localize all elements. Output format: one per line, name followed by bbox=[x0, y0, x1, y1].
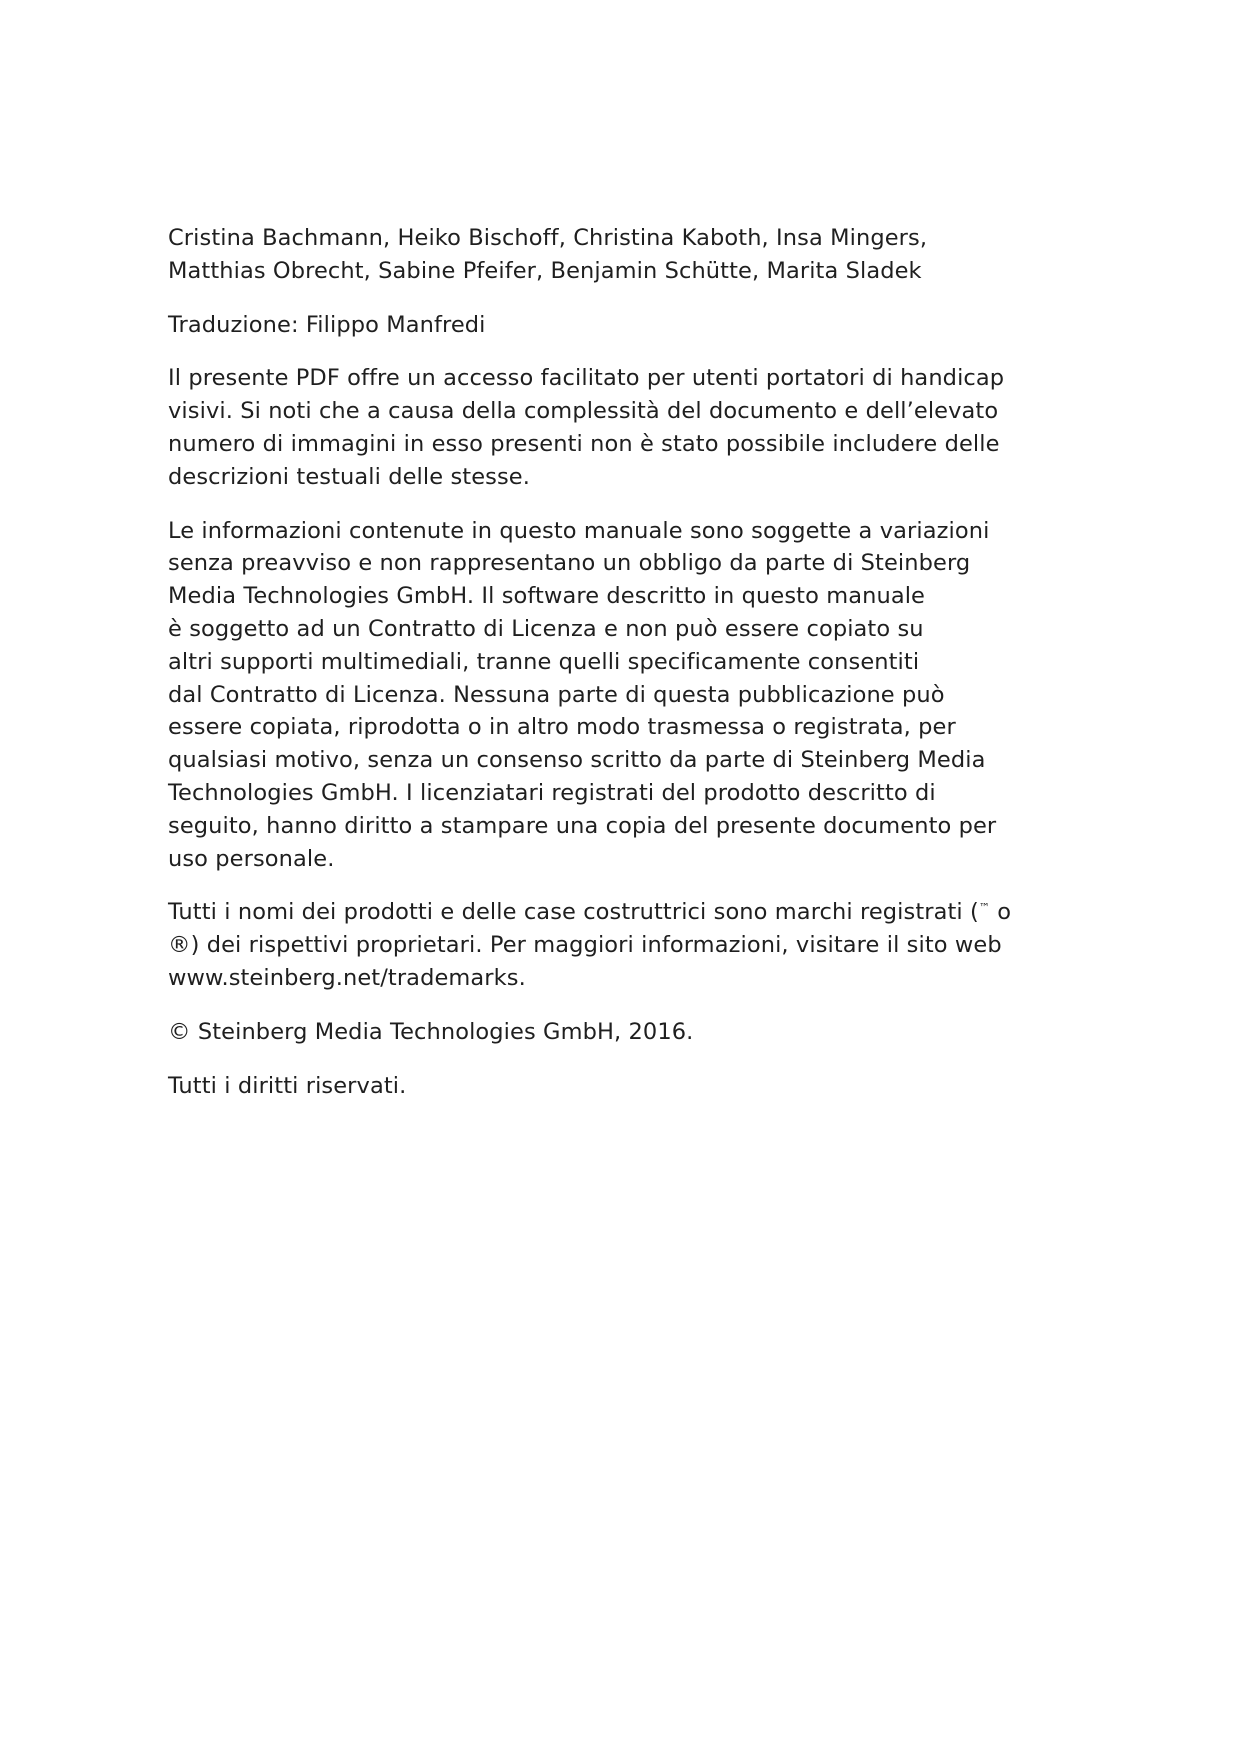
authors-line: Matthias Obrecht, Sabine Pfeifer, Benjamin Schütte, Marita Sladek bbox=[168, 257, 922, 284]
disclaimer-line: Media Technologies GmbH. Il software descritto in questo manuale bbox=[168, 583, 925, 610]
trademark-symbol: ™ bbox=[978, 901, 991, 915]
translator-line: Traduzione: Filippo Manfredi bbox=[168, 311, 486, 338]
disclaimer-paragraph bbox=[168, 515, 1068, 876]
disclaimer-line: altri supporti multimediali, tranne quelli specificamente consentiti bbox=[168, 648, 920, 675]
rights-paragraph bbox=[168, 1070, 1068, 1103]
translation-paragraph bbox=[168, 309, 1068, 342]
copyright-paragraph bbox=[168, 1016, 1068, 1049]
trademarks-url[interactable]: www.steinberg.net/trademarks. bbox=[168, 964, 526, 991]
disclaimer-line: senza preavviso e non rappresentano un obbligo da parte di Steinberg bbox=[168, 550, 971, 577]
imprint-text bbox=[168, 222, 1068, 1123]
disclaimer-line: Le informazioni contenute in questo manuale sono soggette a variazioni bbox=[168, 517, 990, 544]
trademarks-line: ®) dei rispettivi proprietari. Per maggiori informazioni, visitare il sito web bbox=[168, 932, 1002, 959]
disclaimer-line: essere copiata, riprodotta o in altro modo trasmessa o registrata, per bbox=[168, 714, 956, 741]
copyright-line: © Steinberg Media Technologies GmbH, 2016. bbox=[168, 1018, 694, 1045]
trademarks-text: Tutti i nomi dei prodotti e delle case costruttrici sono marchi registrati ( bbox=[168, 899, 979, 926]
rights-line: Tutti i diritti riservati. bbox=[168, 1072, 407, 1099]
accessibility-paragraph bbox=[168, 362, 1068, 493]
accessibility-line: descrizioni testuali delle stesse. bbox=[168, 463, 530, 490]
trademarks-line bbox=[168, 896, 1068, 929]
authors-line: Cristina Bachmann, Heiko Bischoff, Christina Kaboth, Insa Mingers, bbox=[168, 225, 928, 251]
accessibility-line: Il presente PDF offre un accesso facilitato per utenti portatori di handicap bbox=[168, 365, 1005, 392]
authors-paragraph bbox=[168, 222, 1068, 288]
trademarks-text: o bbox=[990, 899, 1012, 926]
disclaimer-line: uso personale. bbox=[168, 845, 335, 872]
trademarks-paragraph bbox=[168, 896, 1068, 994]
accessibility-line: visivi. Si noti che a causa della complessità del documento e dell’elevato bbox=[168, 398, 999, 425]
disclaimer-line: Technologies GmbH. I licenziatari registrati del prodotto descritto di bbox=[168, 779, 936, 806]
disclaimer-line: seguito, hanno diritto a stampare una copia del presente documento per bbox=[168, 812, 997, 839]
disclaimer-line: dal Contratto di Licenza. Nessuna parte di questa pubblicazione può bbox=[168, 681, 945, 708]
accessibility-line: numero di immagini in esso presenti non è stato possibile includere delle bbox=[168, 430, 1000, 457]
disclaimer-line: qualsiasi motivo, senza un consenso scritto da parte di Steinberg Media bbox=[168, 747, 986, 774]
disclaimer-line: è soggetto ad un Contratto di Licenza e non può essere copiato su bbox=[168, 615, 924, 642]
